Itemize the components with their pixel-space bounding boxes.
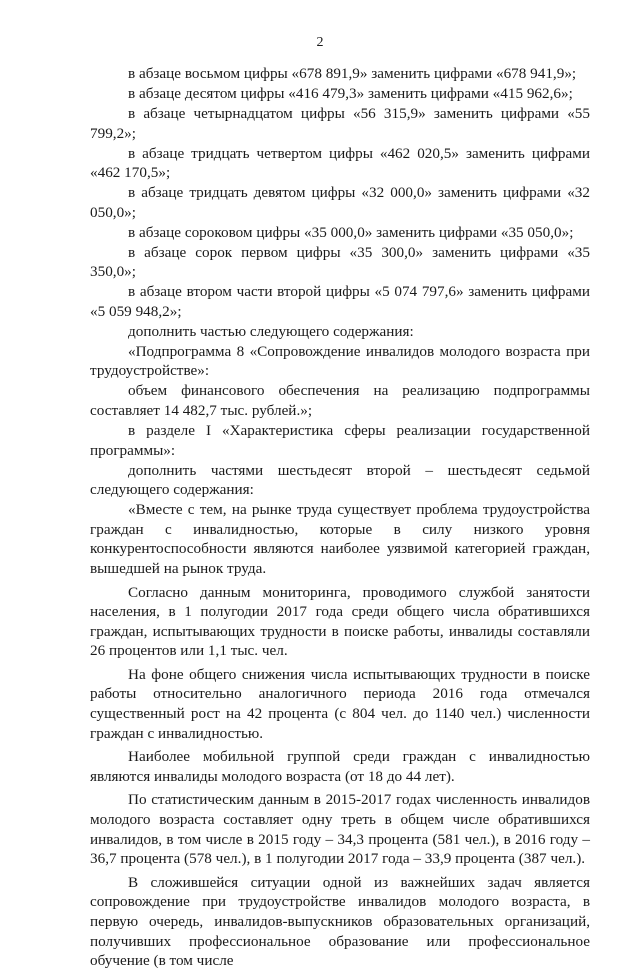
paragraph: в абзаце сороковом цифры «35 000,0» заменить цифрами «35 050,0»; — [128, 223, 574, 241]
page-number: 2 — [316, 35, 324, 50]
paragraph: в абзаце восьмом цифры «678 891,9» заменить цифрами «678 941,9»; — [128, 65, 577, 82]
paragraph: в абзаце десятом цифры «416 479,3» заменить цифрами «415 962,6»; — [128, 84, 573, 102]
paragraph: объем финансового обеспечения на реализацию подпрограммы составляет 14 482,7 тыс. рублей.»; — [90, 382, 590, 419]
paragraph: Наиболее мобильной группой среди граждан с инвалидностью являются инвалиды молодого возраста (от 18 до 44 лет). — [90, 748, 590, 785]
paragraph: В сложившейся ситуации одной из важнейших задач является сопровождение при трудоустройстве инвалидов молодого возраста, в первую очередь, инвалидов-выпускников образовательных организаций, получивших профессиональное образование или профессиональное обучение (в том числе — [90, 873, 590, 970]
paragraph: «Подпрограмма 8 «Сопровождение инвалидов молодого возраста при трудоустройстве»: — [90, 342, 590, 380]
paragraph: в разделе I «Характеристика сферы реализации государственной программы»: — [90, 421, 590, 459]
paragraph: в абзаце тридцать девятом цифры «32 000,0» заменить цифрами «32 050,0»; — [90, 184, 590, 221]
paragraph: На фоне общего снижения числа испытывающих трудности в поиске работы относительно аналогичного периода 2016 года отмечался существенный рост на 42 процента (с 804 чел. до 1140 чел.) численности граждан с инвалидностью. — [90, 665, 590, 742]
paragraph: По статистическим данным в 2015-2017 годах численность инвалидов молодого возраста составляет одну треть в общем числе обратившихся инвалидов, в том числе в 2015 году – 34,3 процента (581 чел.), в 2016 году – 36,7 процента (578 чел.), в 1 полугодии 2017 года – 33,9 процента (387 чел.). — [90, 791, 590, 868]
document-body — [90, 64, 590, 971]
paragraph: дополнить частью следующего содержания: — [128, 322, 414, 340]
paragraph: «Вместе с тем, на рынке труда существует проблема трудоустройства граждан с инвалидностью, которые в силу низкого уровня конкурентоспособности являются наиболее уязвимой категорией граждан, вышедшей на рынок труда. — [90, 501, 590, 577]
paragraph: в абзаце тридцать четвертом цифры «462 020,5» заменить цифрами «462 170,5»; — [90, 144, 590, 182]
paragraph: в абзаце втором части второй цифры «5 074 797,6» заменить цифрами «5 059 948,2»; — [90, 283, 590, 320]
paragraph: дополнить частями шестьдесят второй – шестьдесят седьмой следующего содержания: — [90, 461, 590, 499]
paragraph: в абзаце сорок первом цифры «35 300,0» заменить цифрами «35 350,0»; — [90, 243, 590, 281]
paragraph: в абзаце четырнадцатом цифры «56 315,9» заменить цифрами «55 799,2»; — [90, 104, 590, 142]
paragraph: Согласно данным мониторинга, проводимого службой занятости населения, в 1 полугодии 2017 года среди общего числа обратившихся граждан, испытывающих трудности в поиске работы, инвалиды составляли 26 процентов или 1,1 тыс. чел. — [90, 583, 590, 660]
